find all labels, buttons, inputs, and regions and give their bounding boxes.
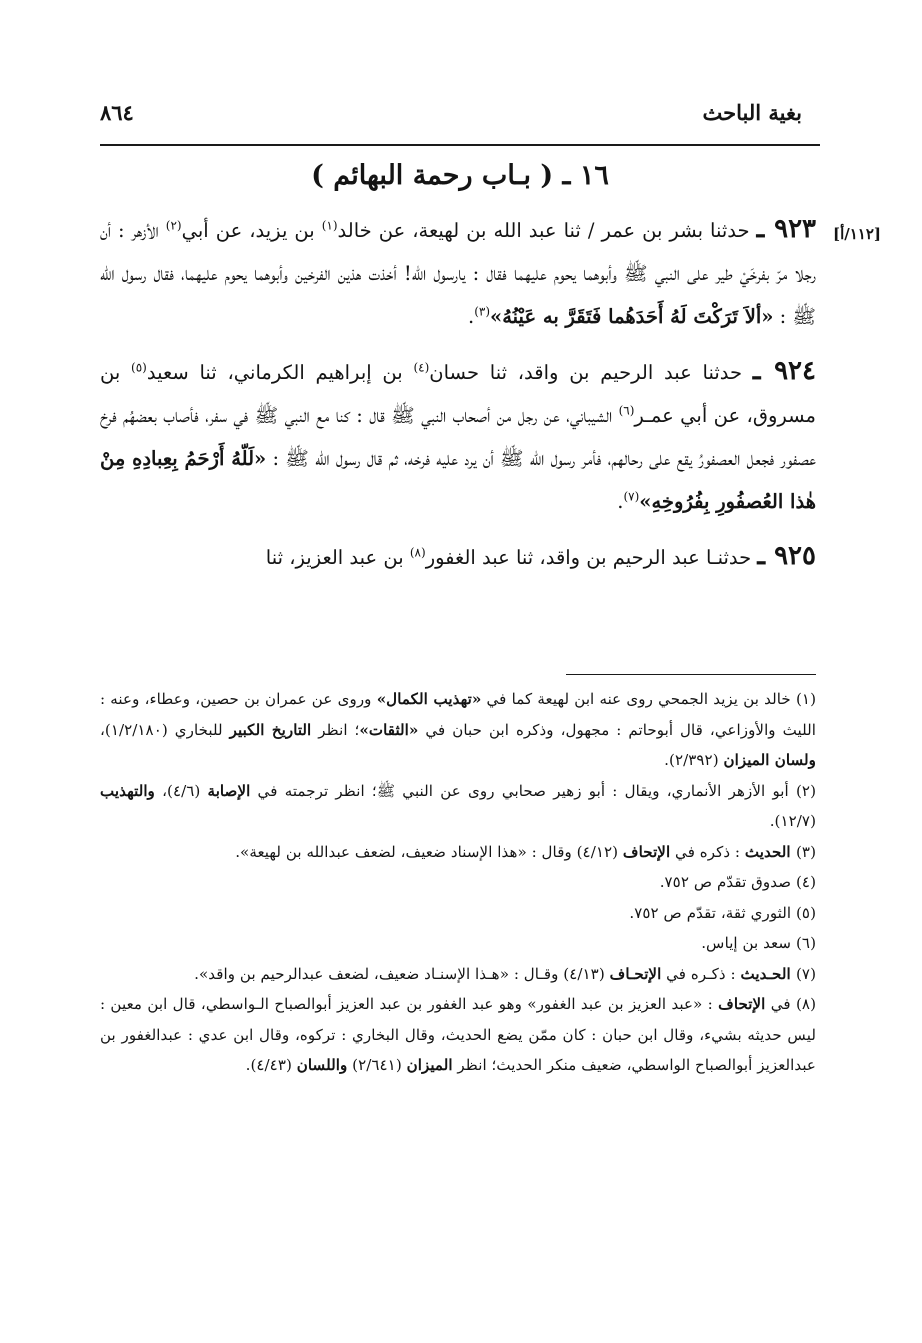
hadith-text: بن يزيد، عن أبي bbox=[181, 219, 322, 242]
footnote-text: (٤/٦)، bbox=[154, 781, 208, 800]
book-title: بغية الباحث bbox=[702, 99, 802, 125]
hadith-text: حدثنا عبد الرحيم بن واقد، ثنا حسان bbox=[429, 361, 753, 384]
footnote-text: : «عبد العزيز بن عبد الغفور» وهو عبد الغفور بن عبد العزيز أبوالصباح الـواسطي، قال ابن معين : ليس حديثه بشيء، وقال ابن حبان : كان ممّن يضع الحديث، وقال البخاري : تركوه، وقال ابن عدي : عبدالغفور بن عبدالعزيز أبوالصباح الواسطي، ضعيف منكر الحديث؛ انظر bbox=[100, 995, 816, 1074]
hadith-number: ٩٢٤ ـ bbox=[752, 356, 816, 386]
footnote-number: (٨) bbox=[795, 995, 817, 1013]
hadith-text: بن مسروق، عن أبي عمـر bbox=[100, 361, 816, 427]
footnote-number: (٧) bbox=[795, 964, 816, 983]
header-divider bbox=[100, 144, 820, 146]
footnote-ref[interactable]: (٦) bbox=[618, 403, 635, 418]
footnote-text: ؛ انظر bbox=[311, 720, 360, 739]
footnote-text: خالد بن يزيد الجمحي روى عنه ابن لهيعة كما في bbox=[481, 690, 796, 708]
footnote-number: (٥) bbox=[795, 903, 816, 922]
footnote-7 bbox=[100, 959, 816, 990]
footnote-ref[interactable]: (٥) bbox=[131, 360, 147, 375]
footnote-source: ولسان الميزان bbox=[723, 751, 816, 769]
prophetic-saying: «لَلّهُ أَرْحَمُ بِعِبادِهِ مِنْ هٰذا العُصفُورِ بِفُرُوخِهِ» bbox=[100, 447, 816, 513]
footnote-3 bbox=[100, 837, 816, 868]
footnote-source: الإتحاف bbox=[718, 995, 766, 1013]
footnote-text: (٤/١٣) وقـال : «هـذا الإسنـاد ضعيف، لضعف عبدالرحيم بن واقد». bbox=[194, 964, 610, 983]
footnote-source: الإتحـاف bbox=[609, 964, 662, 983]
footnote-source: الإصابة bbox=[207, 781, 251, 800]
footnote-source: التاريخ الكبير bbox=[229, 720, 312, 739]
footnote-source: «الثقات» bbox=[359, 720, 419, 739]
footnote-1 bbox=[100, 684, 816, 776]
hadith-number: ٩٢٥ ـ bbox=[757, 541, 816, 571]
footnote-number: (١) bbox=[795, 690, 817, 708]
footnote-text: (٢/٦٤١) bbox=[347, 1056, 407, 1074]
manuscript-folio-ref: [١١٢/أ] bbox=[832, 225, 882, 243]
footnote-text: وروى عن عمران بن حصين، وعطاء، وعنه : الليث والأوزاعي، قال أبوحاتم : مجهول، وذكره ابن حبان في bbox=[100, 690, 816, 739]
footnote-source: واللسان bbox=[296, 1056, 348, 1074]
footnote-text: (١٢/٧). bbox=[769, 812, 816, 830]
hadith-923 bbox=[100, 208, 816, 338]
main-text bbox=[100, 208, 816, 591]
footnote-divider bbox=[566, 674, 816, 675]
hadith-text: بن عبد العزيز، ثنا bbox=[265, 546, 410, 569]
footnote-8 bbox=[100, 989, 816, 1081]
footnote-ref[interactable]: (٧) bbox=[623, 489, 640, 504]
hadith-text: حدثنا بشر بن عمر / ثنا عبد الله بن لهيعة، عن خالد bbox=[337, 219, 757, 242]
prophetic-saying: «ألاَ تَرَكْتَ لَهُ أَحَدَهُما فَتَقَرَّ به عَيْنُهُ» bbox=[490, 305, 774, 328]
footnote-4 bbox=[100, 867, 816, 898]
footnote-ref[interactable]: (٨) bbox=[409, 545, 426, 560]
footnote-text: الثوري ثقة، تقدّم ص ٧٥٢. bbox=[629, 903, 796, 922]
footnote-source: الحـديث bbox=[740, 964, 796, 983]
footnote-number: (٤) bbox=[795, 873, 816, 891]
hadith-924 bbox=[100, 350, 816, 523]
footnote-6 bbox=[100, 928, 816, 959]
hadith-text: الأزهر : أن رجلا مرّ بفرخَيْ طير على النبي ﷺ وأبوهما يحوم عليهما فقال : يارسول الله! أخذت هذين الفرخين وأبوهما يحوم عليهما، فقال رسول الله ﷺ : bbox=[100, 219, 816, 328]
page-number: ٨٦٤ bbox=[100, 99, 134, 125]
footnote-ref[interactable]: (٤) bbox=[413, 360, 430, 375]
footnote-source: والتهذيب bbox=[100, 781, 155, 800]
hadith-925 bbox=[100, 535, 816, 579]
footnote-5 bbox=[100, 898, 816, 929]
footnote-text: للبخاري (١/٢/١٨٠)، bbox=[100, 720, 230, 739]
hadith-end: . bbox=[617, 490, 624, 513]
footnote-source: الإتحاف bbox=[622, 842, 671, 861]
footnote-text: : ذكره في bbox=[670, 842, 745, 861]
footnote-text: في bbox=[765, 995, 796, 1013]
hadith-text: حدثنـا عبد الرحيم بن واقد، ثنا عبد الغفور bbox=[425, 546, 758, 569]
footnote-text: أبو الأزهر الأنماري، ويقال : أبو زهير صحابي روى عن النبي ﷺ؛ انظر ترجمته في bbox=[250, 781, 796, 800]
footnote-number: (٢) bbox=[795, 781, 817, 800]
page-header bbox=[100, 92, 802, 132]
footnote-text: : ذكـره في bbox=[661, 964, 741, 983]
footnote-ref[interactable]: (٢) bbox=[165, 218, 182, 233]
hadith-text: بن إبراهيم الكرماني، ثنا سعيد bbox=[146, 361, 414, 384]
footnote-source: «تهذيب الكمال» bbox=[376, 690, 482, 708]
hadith-number: ٩٢٣ ـ bbox=[756, 214, 817, 244]
footnote-source: الحديث bbox=[744, 842, 796, 861]
footnote-text: (٤/١٢) وقال : «هذا الإسناد ضعيف، لضعف عبدالله بن لهيعة». bbox=[235, 842, 623, 861]
footnote-text: (٤/٤٣). bbox=[245, 1056, 297, 1074]
footnote-2 bbox=[100, 776, 816, 837]
chapter-title: ١٦ ـ ( بـاب رحمة البهائم ) bbox=[311, 160, 609, 191]
footnote-ref[interactable]: (٣) bbox=[474, 304, 491, 319]
hadith-end: . bbox=[468, 305, 475, 328]
footnote-ref[interactable]: (١) bbox=[321, 218, 338, 233]
footnote-text: (٢/٣٩٢). bbox=[664, 751, 724, 769]
hadith-text: الشيباني، عن رجل من أصحاب النبي ﷺ قال : كنا مع النبي ﷺ في سفر، فأصاب بعضهُم فرخ عصفور فجعل العصفورُ يقع على رحالهم، فأمر رسول الله ﷺ أن يرد عليه فرخه، ثم قال رسول الله ﷺ : bbox=[100, 404, 816, 470]
footnotes-section bbox=[100, 684, 816, 1081]
footnote-number: (٣) bbox=[795, 842, 816, 861]
footnote-text: سعد بن إياس. bbox=[701, 934, 796, 952]
footnote-source: الميزان bbox=[406, 1056, 453, 1074]
footnote-number: (٦) bbox=[795, 934, 816, 952]
footnote-text: صدوق تقدّم ص ٧٥٢. bbox=[659, 873, 796, 891]
